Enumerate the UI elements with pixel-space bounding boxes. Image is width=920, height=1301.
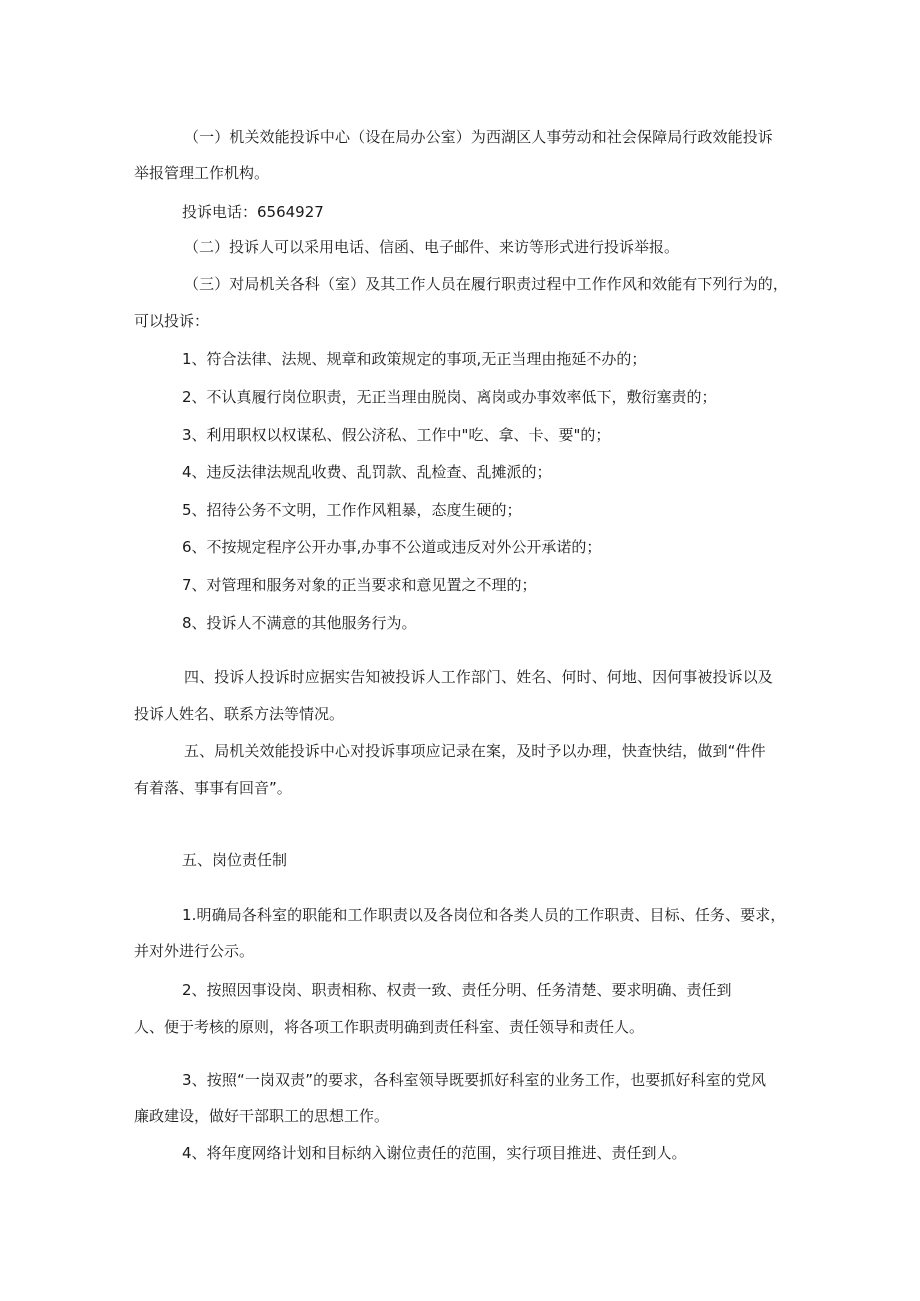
responsibility-item-4: 4、将年度网络计划和目标纳入谢位责任的范围，实行项目推进、责任到人。	[182, 1144, 687, 1162]
paragraph-1-line-1: （一）机关效能投诉中心（设在局办公室）为西湖区人事劳动和社会保障局行政效能投诉	[184, 128, 773, 146]
section-5-complaint-line-1: 五、局机关效能投诉中心对投诉事项应记录在案，及时予以办理，快查快结，做到“件件	[184, 742, 766, 760]
responsibility-item-2-line-2: 人、便于考核的原则，将各项工作职责明确到责任科室、责任领导和责任人。	[134, 1018, 645, 1036]
paragraph-3-line-1: （三）对局机关各科（室）及其工作人员在履行职责过程中工作作风和效能有下列行为的，	[184, 275, 789, 293]
list-item: 1、符合法律、法规、规章和政策规定的事项,无正当理由拖延不办的；	[182, 350, 647, 368]
section-heading: 五、岗位责任制	[182, 851, 288, 869]
responsibility-item-3-line-1: 3、按照“一岗双责”的要求，各科室领导既要抓好科室的业务工作，也要抓好科室的党风	[182, 1071, 767, 1089]
section-5-complaint-line-2: 有着落、事事有回音”。	[134, 779, 292, 797]
responsibility-item-3-line-2: 廉政建设，做好干部职工的思想工作。	[134, 1107, 390, 1125]
list-item: 3、利用职权以权谋私、假公济私、工作中"吃、拿、卡、要"的；	[182, 426, 611, 444]
section-4-line-1: 四、投诉人投诉时应据实告知被投诉人工作部门、姓名、何时、何地、因何事被投诉以及	[184, 668, 773, 686]
responsibility-item-2-line-1: 2、按照因事设岗、职责相称、权责一致、责任分明、任务清楚、要求明确、责任到	[182, 981, 732, 999]
paragraph-3-line-2: 可以投诉：	[134, 312, 210, 330]
responsibility-item-1-line-2: 并对外进行公示。	[134, 942, 255, 960]
complaint-phone: 投诉电话：6564927	[182, 203, 324, 221]
list-item: 7、对管理和服务对象的正当要求和意见置之不理的；	[182, 576, 537, 594]
paragraph-1-line-2: 举报管理工作机构。	[134, 164, 270, 182]
list-item: 6、不按规定程序公开办事,办事不公道或违反对外公开承诺的；	[182, 538, 602, 556]
list-item: 2、不认真履行岗位职责，无正当理由脱岗、离岗或办事效率低下，敷衍塞责的；	[182, 388, 717, 406]
section-4-line-2: 投诉人姓名、联系方法等情况。	[134, 705, 345, 723]
list-item: 5、招待公务不文明，工作作风粗暴，态度生硬的；	[182, 501, 522, 519]
list-item: 4、违反法律法规乱收费、乱罚款、乱检查、乱摊派的；	[182, 463, 552, 481]
responsibility-item-1-line-1: 1.明确局各科室的职能和工作职责以及各岗位和各类人员的工作职责、目标、任务、要求，	[182, 906, 786, 924]
paragraph-2: （二）投诉人可以采用电话、信函、电子邮件、来访等形式进行投诉举报。	[184, 238, 680, 256]
list-item: 8、投诉人不满意的其他服务行为。	[182, 614, 417, 632]
